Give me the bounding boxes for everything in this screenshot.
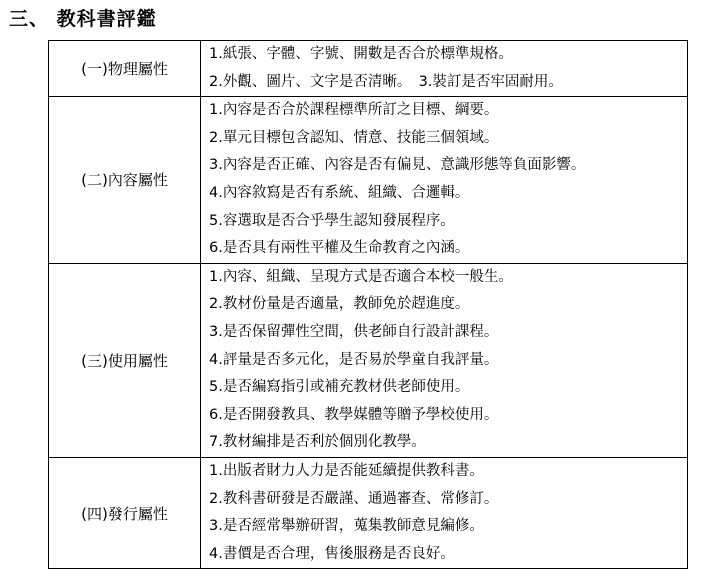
criteria-item: 2.教科書研發是否嚴謹、通過審查、常修訂。 [209,490,499,507]
row-label: (四)發行屬性 [49,457,201,568]
criteria-item: 3.是否保留彈性空間，供老師自行設計課程。 [209,323,499,340]
section-heading: 三、 教科書評鑑 [9,8,157,30]
criteria-item: 4.評量是否多元化，是否易於學童自我評量。 [209,351,499,368]
criteria-item: 5.是否編寫指引或補充教材供老師使用。 [209,379,470,396]
criteria-list [201,97,688,264]
criteria-item: 6.是否開發教具、教學媒體等贈予學校使用。 [209,406,499,423]
criteria-item: 3.是否經常舉辦研習，蒐集教師意見編修。 [209,518,484,535]
row-label: (三)使用屬性 [49,263,201,457]
criteria-item: 7.教材編排是否利於個別化教學。 [209,434,426,451]
criteria-item: 2.單元目標包含認知、情意、技能三個領域。 [209,129,499,146]
criteria-item: 1.紙張、字體、字號、開數是否合於標準規格。 [209,46,513,62]
row-label: (二)內容屬性 [49,97,201,264]
criteria-item: 3.內容是否正確、內容是否有偏見、意識形態等負面影響。 [209,157,586,174]
evaluation-table [48,40,688,569]
row-label: (一)物理屬性 [49,41,201,97]
table-row-usage [49,263,688,457]
criteria-list [201,457,688,568]
criteria-list [201,263,688,457]
criteria-item: 2.外觀、圖片、文字是否清晰。 3.裝訂是否牢固耐用。 [209,73,563,90]
criteria-item: 4.內容敘寫是否有系統、組織、合邏輯。 [209,184,470,201]
table-row-content [49,97,688,264]
criteria-item: 4.書價是否合理，售後服務是否良好。 [209,545,455,562]
criteria-list [201,41,688,97]
table-row-physical [49,41,688,97]
criteria-item: 1.內容、組織、呈現方式是否適合本校一般生。 [209,268,513,285]
criteria-item: 2.教材份量是否適量，教師免於趕進度。 [209,296,470,313]
table-row-publishing [49,457,688,568]
criteria-item: 6.是否具有兩性平權及生命教育之內涵。 [209,240,470,257]
criteria-item: 1.內容是否合於課程標準所訂之目標、綱要。 [209,102,499,119]
criteria-item: 5.容選取是否合乎學生認知發展程序。 [209,212,455,229]
criteria-item: 1.出版者財力人力是否能延續提供教科書。 [209,462,484,479]
